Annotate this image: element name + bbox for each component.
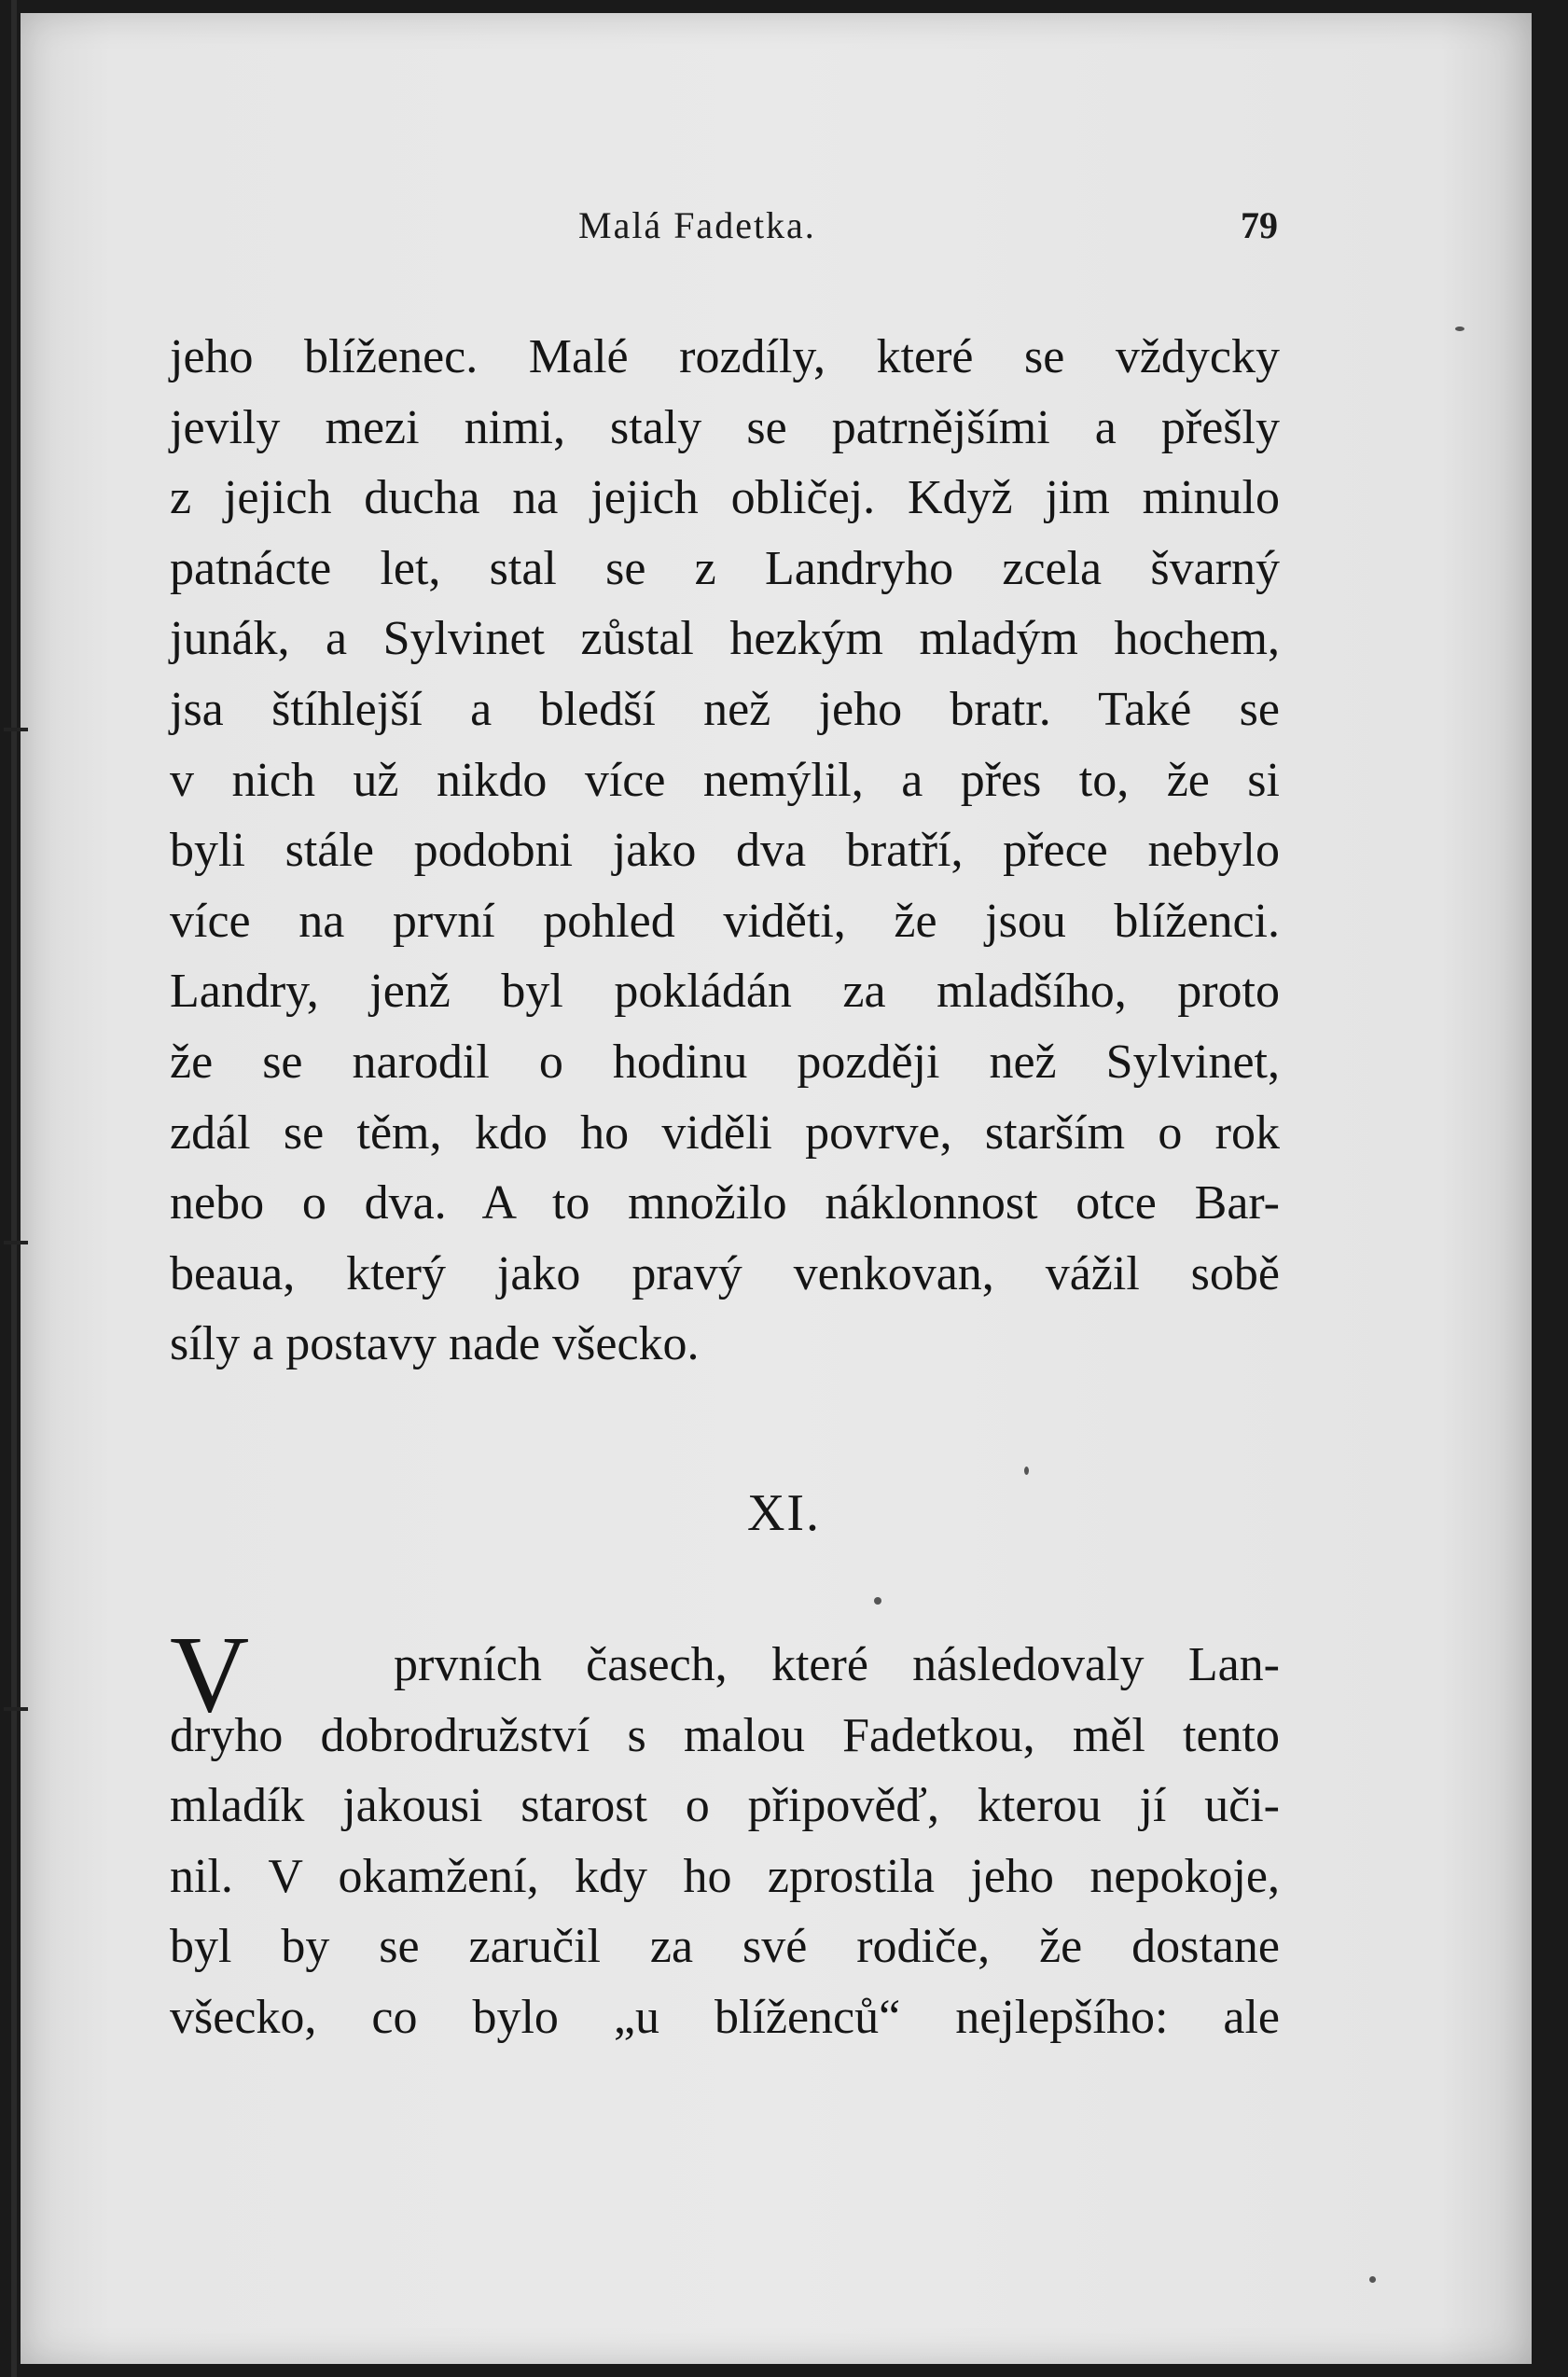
text-line: nil. V okamžení, kdy ho zprostila jeho nepokoje, [170,1849,1280,1903]
page-speck [1369,2276,1376,2283]
paragraph-2 [170,1630,1280,2053]
text-line: patnácte let, stal se z Landryho zcela švarný [170,541,1280,595]
text-line: všecko, co bylo „u blíženců“ nejlepšího: ale [170,1990,1280,2044]
page-header [0,203,1568,259]
paragraph-1 [170,322,1280,1380]
text-line: v nich už nikdo více nemýlil, a přes to, že si [170,753,1280,807]
running-title: Malá Fadetka. [578,204,816,246]
drop-cap: V [170,1613,250,1735]
text-line: prvních časech, které následovaly Lan- [394,1638,1280,1691]
text-line: junák, a Sylvinet zůstal hezkým mladým hochem, [170,612,1280,666]
text-line: dryho dobrodružství s malou Fadetkou, měl tento [170,1708,1280,1762]
page-speck [874,1597,881,1605]
text-line: zdál se těm, kdo ho viděli povrve, starším o rok [170,1105,1280,1160]
text-line: byli stále podobni jako dva bratří, přece nebylo [170,824,1280,878]
text-line: jsa štíhlejší a bledší než jeho bratr. Také se [170,682,1280,736]
binding-mark [4,1241,28,1244]
page-speck [1024,1467,1029,1475]
text-line: jevily mezi nimi, staly se patrnějšími a přešly [170,400,1280,454]
chapter-heading: XI. [746,1484,822,1542]
page-binding-edge [11,0,17,2377]
text-line: beaua, který jako pravý venkovan, vážil sobě [170,1246,1280,1300]
text-line: nebo o dva. A to množilo náklonnost otce Bar- [170,1176,1280,1230]
binding-mark [4,1707,28,1711]
page-number: 79 [1241,204,1278,246]
text-line: byl by se zaručil za své rodiče, že dostane [170,1920,1280,1974]
text-line: více na první pohled viděti, že jsou blíženci. [170,894,1280,948]
text-line: že se narodil o hodinu později než Sylvinet, [170,1035,1280,1089]
text-line: Landry, jenž byl pokládán za mladšího, proto [170,965,1280,1019]
page-speck [1455,327,1464,331]
text-line: síly a postavy nade všecko. [170,1317,700,1371]
text-line: z jejich ducha na jejich obličej. Když jim minulo [170,471,1280,525]
text-line: jeho blíženec. Malé rozdíly, které se vždycky [170,330,1280,383]
text-line: mladík jakousi starost o připověď, kterou jí uči- [170,1779,1280,1833]
binding-mark [4,728,28,731]
